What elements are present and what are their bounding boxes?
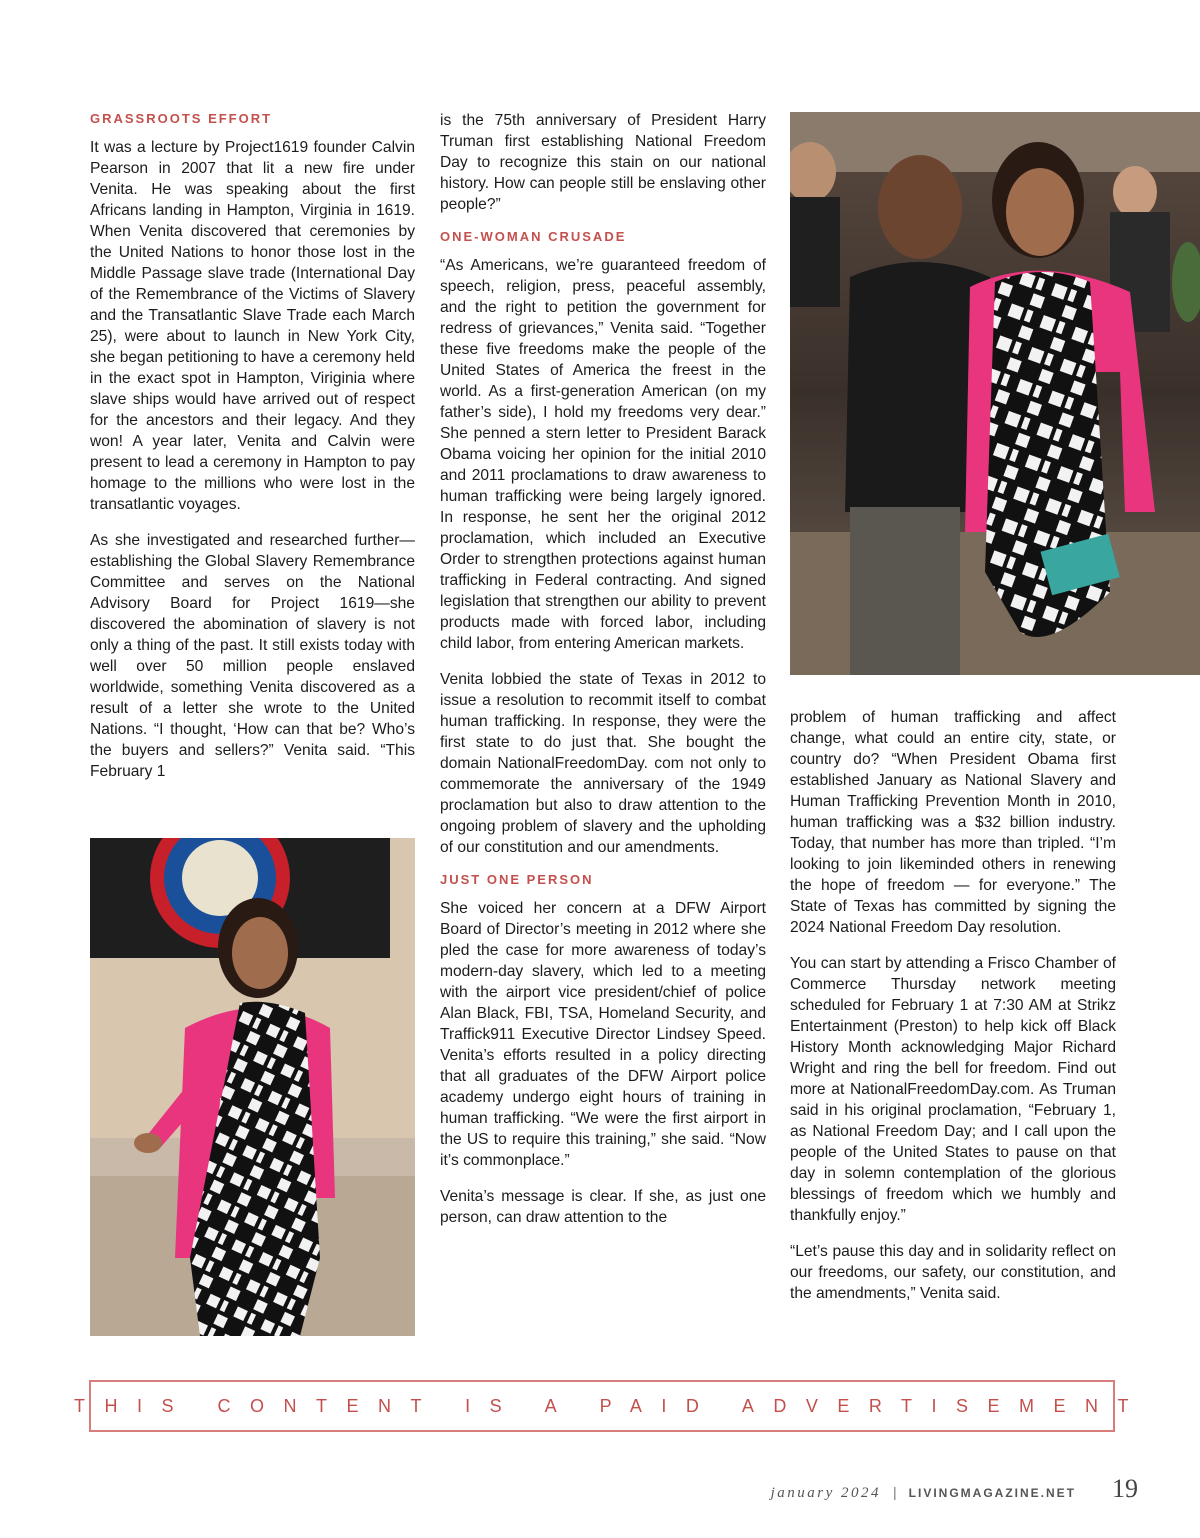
paragraph-4: “As Americans, we’re guaranteed freedom of speech, religion, press, peaceful assembly, and the right to petition the government for redress of grievances,” Venita said. “Together these five freedoms make the people of the United States of America the freest in the world. As a first-generation American (on my father’s side), I hold my freedoms very dear.” She penned a stern letter to President Barack Obama voicing her opinion for the initial 2010 and 2011 proclamations to draw awareness to human trafficking were being largely ignored. In response, he sent her the original 2012 proclamation, which included an Executive Order to strengthen protections against human trafficking in Federal contracting. And signed legislation that strengthen our ability to prevent products made with forced labor, including child labor, from entering American markets.: [440, 257, 766, 652]
page-number: 19: [1112, 1474, 1138, 1503]
footer-separator: |: [893, 1484, 897, 1500]
photo-woman-speaking: [90, 838, 415, 1336]
paragraph-2: As she investigated and researched further—establishing the Global Slavery Remembrance Committee and serves on the National Advisory Board for Project 1619—she discovered the abomination of slavery is not only a thing of the past. It still exists today with well over 50 million people enslaved worldwide, something Venita discovered as a result of a letter she wrote to the United Nations. “I thought, ‘How can that be? Who’s the buyers and sellers?” Venita said. “This February 1: [90, 532, 415, 780]
paragraph-6: She voiced her concern at a DFW Airport Board of Director’s meeting in 2012 where she pled the case for more awareness of today’s modern-day slavery, which led to a meeting with the airport vice president/chief of police Alan Black, FBI, TSA, Homeland Security, and Traffick911 Executive Director Lindsey Speed. Venita’s efforts resulted in a policy directing that all graduates of the DFW Airport police academy undergo eight hours of training in human trafficking. “We were the first airport in the US to require this training,” she said. “Now it’s commonplace.”: [440, 900, 766, 1169]
paragraph-9: You can start by attending a Frisco Chamber of Commerce Thursday network meeting scheduled for February 1 at 7:30 AM at Strikz Entertainment (Preston) to help kick off Black History Month acknowledging Major Richard Wright and ring the bell for freedom. Find out more at NationalFreedomDay.com. As Truman said in his original proclamation, “February 1, as National Freedom Day; and I call upon the people of the United States to pause on that day in solemn contemplation of the glorious blessings of freedom which we humbly and thankfully enjoy.”: [790, 955, 1116, 1224]
paragraph-5: Venita lobbied the state of Texas in 2012 to issue a resolution to recommit itself to combat human trafficking. In response, they were the first state to do just that. She bought the domain NationalFreedomDay. com not only to commemorate the anniversary of the 1949 proclamation but also to draw attention to the ongoing problem of slavery and the upholding of our constitution and our amendments.: [440, 671, 766, 856]
site-url: LIVINGMAGAZINE.NET: [908, 1486, 1076, 1500]
subhead-one-woman-crusade: ONE-WOMAN CRUSADE: [440, 229, 627, 244]
paragraph-1: It was a lecture by Project1619 founder Calvin Pearson in 2007 that lit a new fire under Venita. He was speaking about the first Africans landing in Hampton, Virginia in 1619. When Venita discovered that ceremonies by the United Nations to honor those lost in the Middle Passage slave trade (International Day of the Remembrance of the Victims of Slavery and the Transatlantic Slave Trade each March 25), were about to launch in New York City, she began petitioning to have a ceremony held in the exact spot in Hampton, Viriginia where slave ships would have arrived out of respect for the ancestors and their legacy. And they won! A year later, Venita and Calvin were present to lead a ceremony in Hampton to pay homage to the millions who were lost in the transatlantic voyages.: [90, 139, 415, 513]
paid-advertisement-text: THIS CONTENT IS A PAID ADVERTISEMENT: [73, 1395, 1149, 1416]
article-column-1: [90, 110, 415, 797]
paid-advertisement-banner: [73, 1380, 1149, 1432]
paragraph-7: Venita’s message is clear. If she, as just one person, can draw attention to the: [440, 1188, 766, 1226]
paragraph-8: problem of human trafficking and affect change, what could an entire city, state, or country do? “When President Obama first established January as National Slavery and Human Trafficking Prevention Month in 2010, human trafficking was a $32 billion industry. Today, that number has more than tripled. “I’m looking to join likeminded others in renewing the hope of freedom — for everyone.” The State of Texas has committed by signing the 2024 National Freedom Day resolution.: [790, 709, 1116, 936]
article-column-2: [440, 110, 766, 1243]
issue-date: january 2024: [770, 1485, 882, 1501]
subhead-just-one-person: JUST ONE PERSON: [440, 872, 594, 887]
photo-two-women: [790, 112, 1200, 675]
paragraph-10: “Let’s pause this day and in solidarity reflect on our freedoms, our safety, our constitution, and the amendments,” Venita said.: [790, 1243, 1116, 1302]
article-column-3: [790, 707, 1116, 1319]
paragraph-3: is the 75th anniversary of President Harry Truman first establishing National Freedom Day to recognize this stain on our national history. How can people still be enslaving other people?”: [440, 112, 766, 213]
page-footer: [771, 1474, 1138, 1504]
subhead-grassroots-effort: GRASSROOTS EFFORT: [90, 111, 273, 126]
